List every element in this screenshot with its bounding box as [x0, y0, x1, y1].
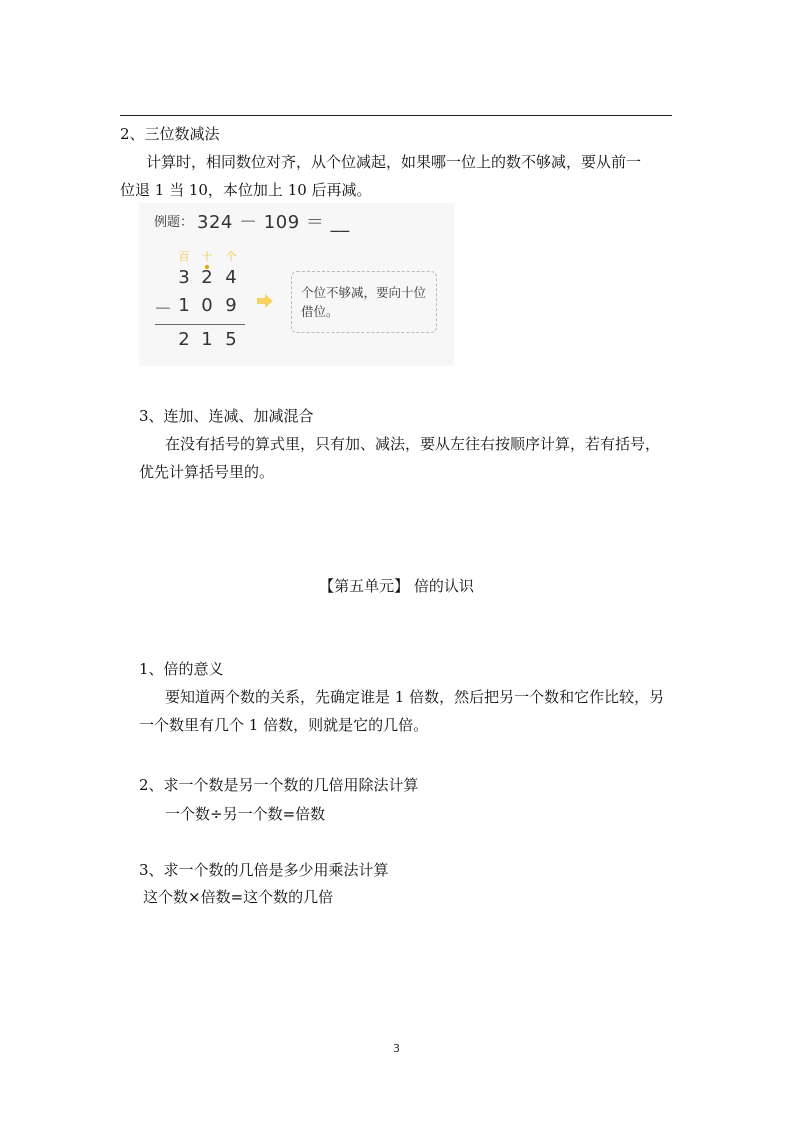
subtrahend-digit: 9: [225, 295, 237, 316]
minuend-digit: 4: [225, 267, 237, 288]
place-hundreds: 百: [178, 250, 190, 263]
header-rule: [120, 115, 672, 116]
sum-line: [155, 324, 245, 325]
section-title-subtraction: 2、三位数减法: [120, 125, 220, 143]
paragraph-line: 在没有括号的算式里，只有加、减法，要从左往右按顺序计算，若有括号，: [165, 435, 661, 453]
unit-heading: 【第五单元】 倍的认识: [319, 577, 474, 595]
place-tens: 十: [201, 250, 213, 263]
paragraph-line: 计算时，相同数位对齐，从个位减起，如果哪一位上的数不够减，要从前一: [146, 153, 642, 171]
section-title-division: 2、求一个数是另一个数的几倍用除法计算: [139, 776, 419, 794]
result-digit: 2: [178, 329, 190, 350]
subtrahend-digit: 1: [178, 295, 190, 316]
page-number: 3: [393, 1042, 400, 1055]
minuend-digit: 3: [178, 267, 190, 288]
section-title-multiplication: 3、求一个数的几倍是多少用乘法计算: [139, 861, 389, 879]
formula-multiplication: 这个数×倍数=这个数的几倍: [143, 888, 334, 906]
paragraph-line: 优先计算括号里的。: [139, 463, 275, 481]
subtrahend-digit: 0: [201, 295, 213, 316]
example-label: 例题：: [154, 215, 194, 230]
minuend-digit: 2: [201, 267, 213, 288]
paragraph-line: 要知道两个数的关系，先确定谁是 1 倍数，然后把另一个数和它作比较，另: [165, 688, 665, 706]
example-expression: 324 － 109 ＝ __: [197, 212, 350, 233]
section-title-meaning: 1、倍的意义: [139, 660, 224, 678]
section-title-mixed: 3、连加、连减、加减混合: [139, 407, 314, 425]
result-digit: 5: [225, 329, 237, 350]
borrow-note: 个位不够减，要向十位借位。: [291, 271, 437, 333]
result-digit: 1: [201, 329, 213, 350]
example-box: [139, 203, 454, 366]
place-ones: 个: [225, 250, 237, 263]
minus-sign: －: [154, 299, 172, 320]
paragraph-line: 位退 1 当 10，本位加上 10 后再减。: [120, 181, 372, 199]
formula-division: 一个数÷另一个数=倍数: [165, 805, 326, 823]
paragraph-line: 一个数里有几个 1 倍数，则就是它的几倍。: [139, 716, 429, 734]
arrow-right-icon: [257, 294, 274, 308]
